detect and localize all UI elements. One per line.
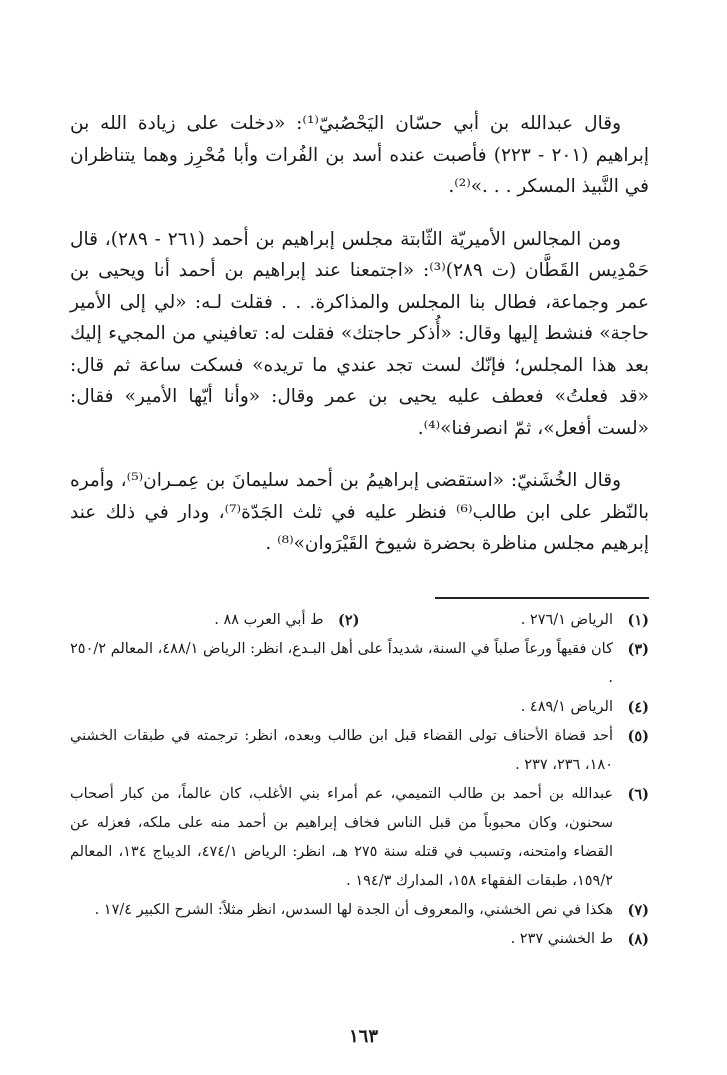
footnote-text: أحد قضاة الأحناف تولى القضاء قبل ابن طالب وبعده، انظر: ترجمته في طبقات الخشني ١٨٠، ٢٣٦، ٢٣٧ . [70,728,613,773]
main-text [70,108,649,581]
footnote-number: (٨) [627,931,649,948]
footnote-text: عبدالله بن أحمد بن طالب التميمي، عم أمراء بني الأغلب، كان عالماً، من كبار أصحاب سحنون، وكان محبوباً من قبل الناس فخاف إبراهيم بن أحمد منه على ملكه، فعزله عن القضاء وامتحنه، وتسبب في قتله سنة ٢٧٥ هـ، انظر: الرياض ٤٧٤/١، الديباج ١٣٤، المعالم ١٥٩/٢، طبقات الفقهاء ١٥٨، المدارك ١٩٤/٣ . [70,786,613,889]
footnote-text: الرياض ٤٨٩/١ . [520,699,613,715]
footnote [70,780,649,896]
paragraph: وقال الخُشَنيّ: «استقضى إبراهيمُ بن أحمد سليمانَ بن عِمـران⁽⁵⁾، وأمره بالنّظر على ابن طالب⁽⁶⁾ فنظر عليه في ثلث الجَدّة⁽⁷⁾، ودار في ذلك عند إبرهيم مجلس مناظرة بحضرة شيوخ القَيْرَوان»⁽⁸⁾ . [70,470,649,554]
footnote [70,635,649,693]
footnote-number: (٥) [627,728,649,745]
footnote [70,896,649,925]
page-number: ١٦٣ [348,1026,378,1047]
paragraph: وقال عبدالله بن أبي حسّان اليَحْصُبيّ⁽¹⁾: «دخلت على زيادة الله بن إبراهيم (٢٠١ - ٢٢٣) فأصبت عنده أسد بن الفُرات وأبا مُحْرِز وهما يتناظران في النَّبيذ المسكر . . .»⁽²⁾. [70,113,650,197]
footnote-number: (٢) [337,612,360,629]
footnote-separator [435,597,649,599]
footnotes [70,606,649,954]
footnote-text: هكذا في نص الخشني، والمعروف أن الجدة لها السدس، انظر مثلاً: الشرح الكبير ١٧/٤ . [94,902,613,918]
footnote [360,606,650,635]
footnote-text: كان فقيهاً ورعاً صلباً في السنة، شديداً على أهل البـدع، انظر: الرياض ٤٨٨/١، المعالم ٢٥٠/٢ . [70,641,613,686]
footnote-number: (١) [627,612,649,629]
footnote-text: ط أبي العرب ٨٨ . [214,612,324,628]
footnote-number: (٣) [627,641,649,658]
footnote-number: (٦) [627,786,649,803]
footnote-number: (٤) [627,699,649,716]
footnote-text: الرياض ٢٧٦/١ . [520,612,613,628]
footnote [70,693,649,722]
footnote-row [70,606,649,635]
footnote [70,925,649,954]
paragraph: ومن المجالس الأميريّة الثّابتة مجلس إبراهيم بن أحمد (٢٦١ - ٢٨٩)، قال حَمْدِيس القَطَّان (ت ٢٨٩)⁽³⁾: «اجتمعنا عند إبراهيم بن أحمد أنا ويحيى بن عمر وجماعة، فطال بنا المجلس والمذاكرة. . . فقلت لـه: «لي إلى الأمير حاجة» فنشط إليها وقال: «أُذكر حاجتك» فقلت له: تعافيني من المجيء إليك بعد هذا المجلس؛ فإنّك لست تجد عندي ما تريده» فسكت ساعة ثم قال: «قد فعلتُ» فعطف عليه يحيى بن عمر وقال: «وأنا أيّها الأمير» فقال: «لست أفعل»، ثمّ انصرفنا»⁽⁴⁾. [70,228,650,439]
footnote [70,722,649,780]
footnote [70,606,360,635]
footnote-number: (٧) [627,902,649,919]
footnote-text: ط الخشني ٢٣٧ . [510,931,613,947]
